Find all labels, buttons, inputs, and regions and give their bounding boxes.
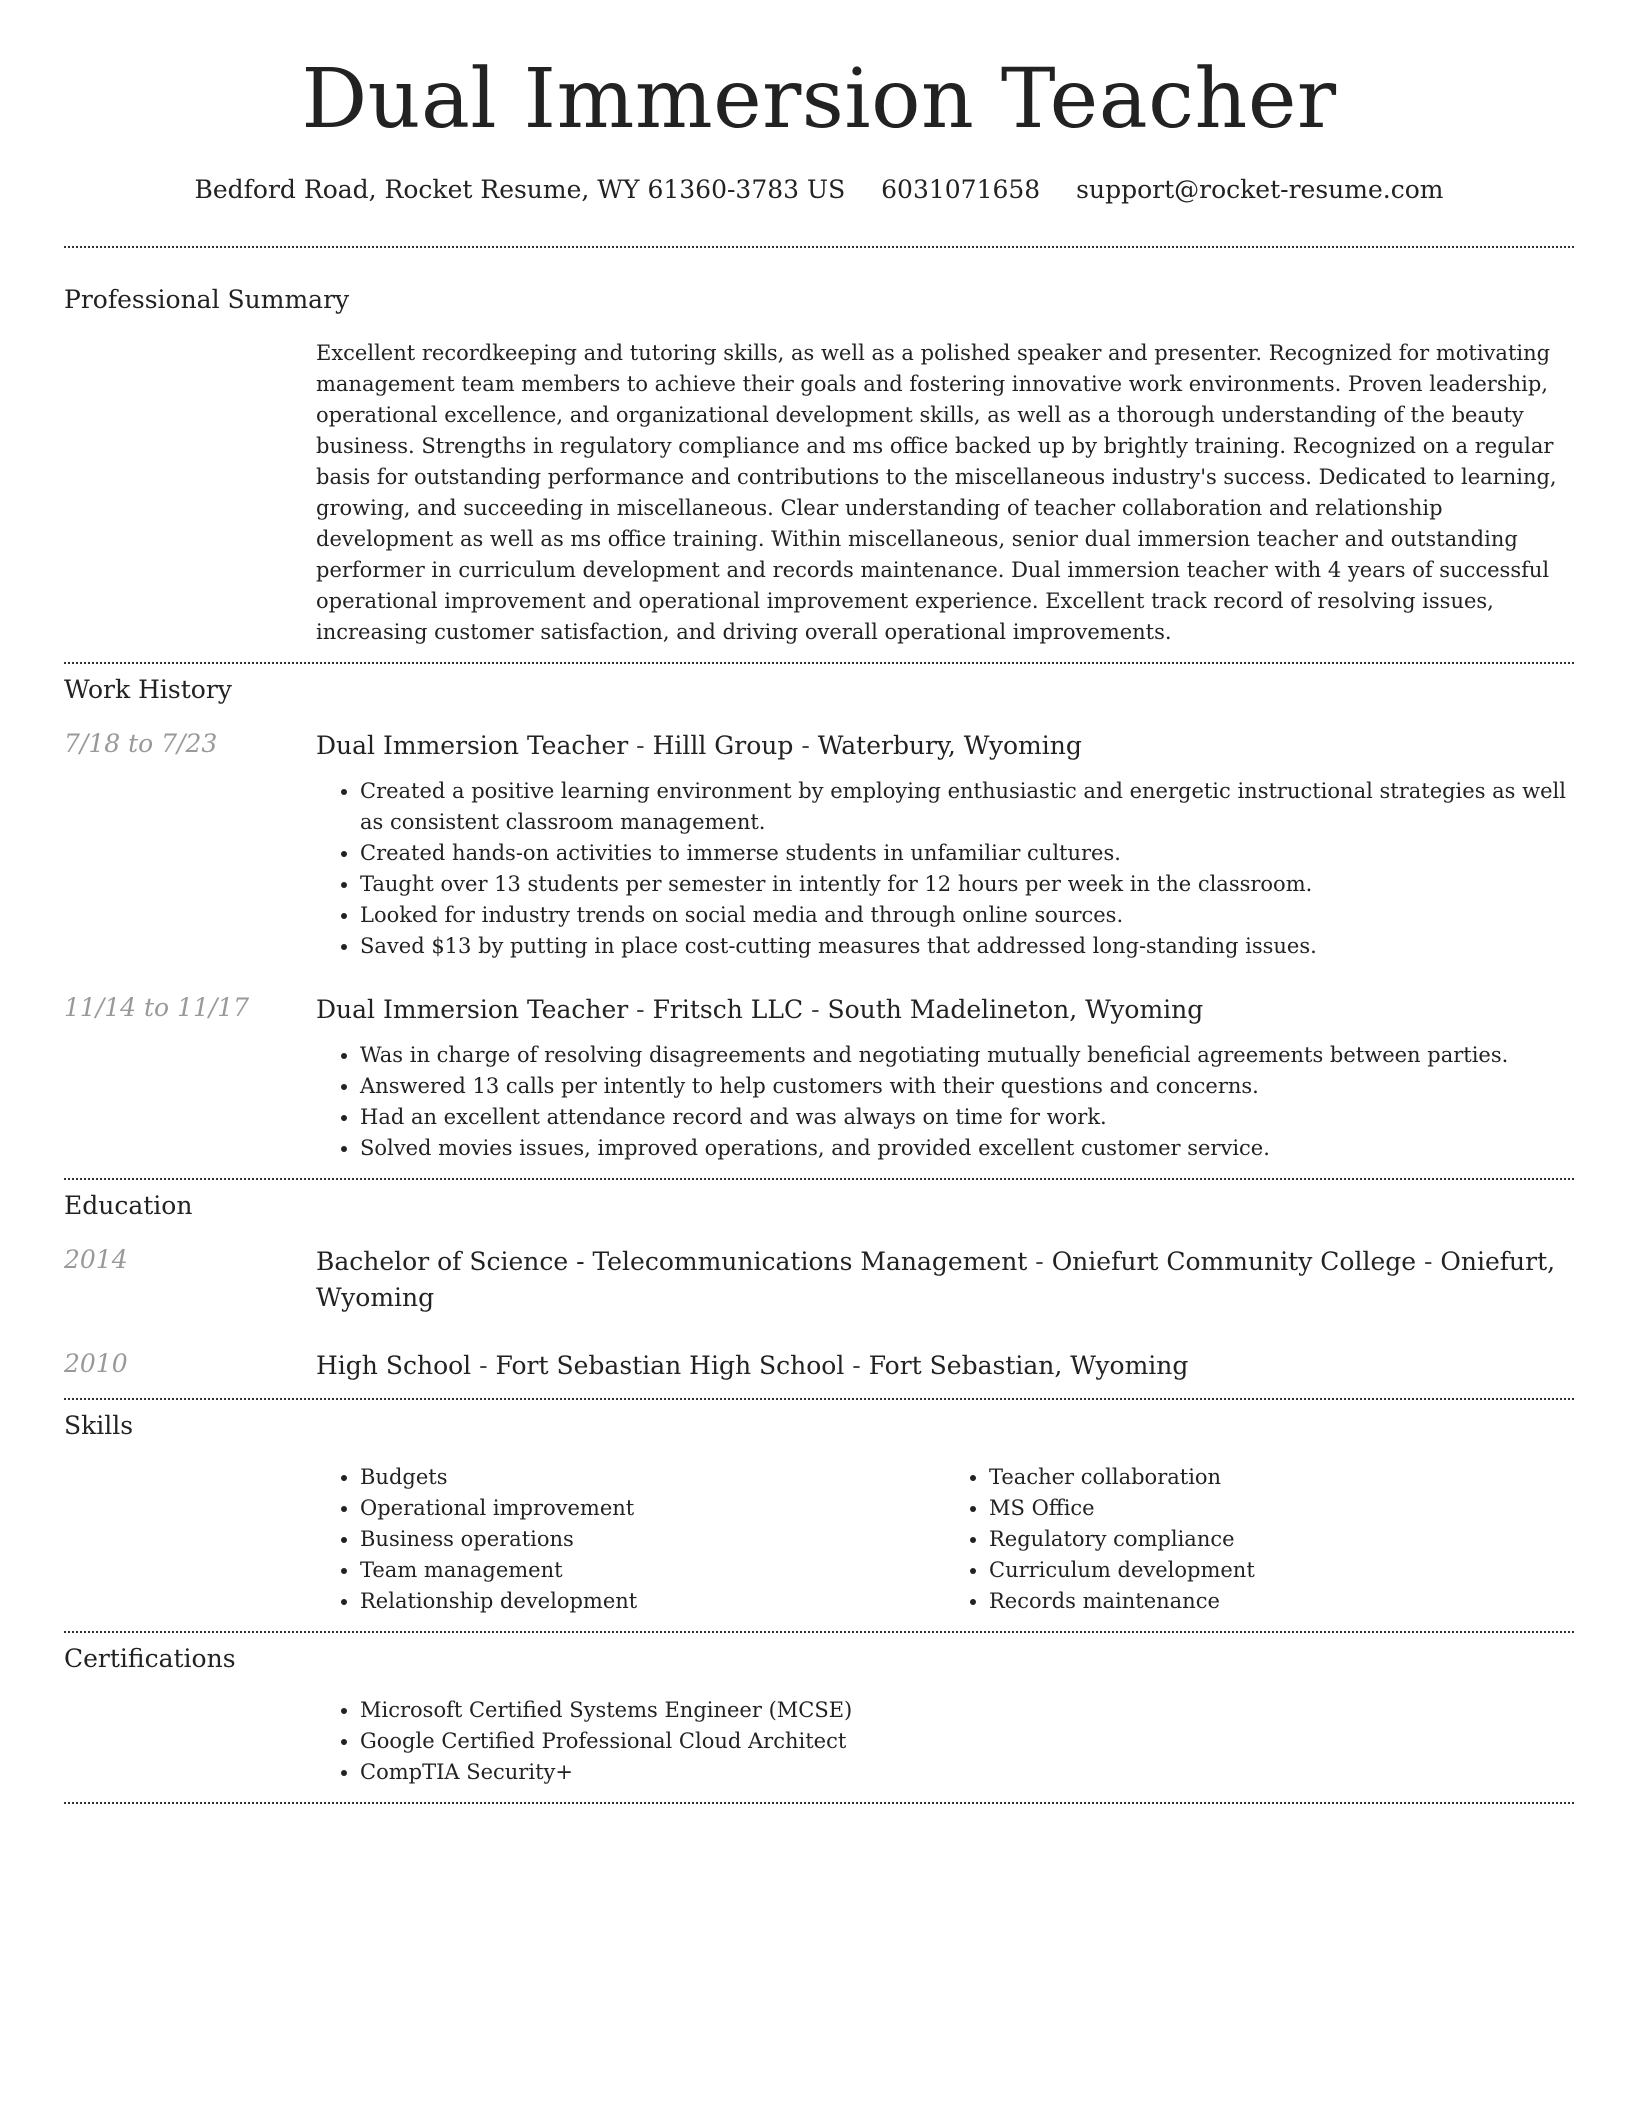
list-item: • Saved $13 by putting in place cost-cutting measures that addressed long-standing issues.	[360, 931, 1574, 962]
list-item: • Solved movies issues, improved operations, and provided excellent customer service.	[360, 1133, 1574, 1164]
list-item: • Looked for industry trends on social media and through online sources.	[360, 900, 1574, 931]
list-item: • Created a positive learning environment by employing enthusiastic and energetic instructional strategies as well as consistent classroom management.	[360, 776, 1574, 838]
list-item: • CompTIA Security+	[360, 1757, 1574, 1788]
list-item: • Team management	[360, 1555, 945, 1586]
education-location: Fort Sebastian, Wyoming	[868, 1351, 1189, 1380]
skills-list-left	[316, 1462, 945, 1617]
job-role: Dual Immersion Teacher	[316, 731, 629, 760]
job-role: Dual Immersion Teacher	[316, 995, 629, 1024]
summary-section	[64, 284, 1574, 648]
divider	[64, 1398, 1574, 1400]
section-title-work-history: Work History	[64, 675, 232, 704]
divider	[64, 246, 1574, 248]
summary-text: Excellent recordkeeping and tutoring skills, as well as a polished speaker and presenter. Recognized for motivating management team members to achieve their goals and fostering innovative work environments. Proven leadership, operational excellence, and organizational development skills, as well as a thorough understanding of the beauty business. Strengths in regulatory compliance and ms office backed up by brightly training. Recognized on a regular basis for outstanding performance and contributions to the miscellaneous industry's success. Dedicated to learning, growing, and succeeding in miscellaneous. Clear understanding of teacher collaboration and relationship development as well as ms office training. Within miscellaneous, senior dual immersion teacher and outstanding performer in curriculum development and records maintenance. Dual immersion teacher with 4 years of successful operational improvement and operational improvement experience. Excellent track record of resolving issues, increasing customer satisfaction, and driving overall operational improvements.	[316, 341, 1557, 644]
job-heading: Dual Immersion Teacher - Fritsch LLC - South Madelineton, Wyoming	[316, 995, 1204, 1024]
contact-line	[64, 174, 1574, 206]
education-degree: Bachelor of Science - Telecommunications Management	[316, 1247, 1028, 1276]
list-item: • Records maintenance	[989, 1586, 1574, 1617]
education-heading: High School - Fort Sebastian High School - Fort Sebastian, Wyoming	[316, 1351, 1189, 1380]
divider	[64, 1631, 1574, 1633]
list-item: • Was in charge of resolving disagreements and negotiating mutually beneficial agreements between parties.	[360, 1040, 1574, 1071]
work-history-section	[64, 674, 1574, 1164]
section-title-certifications: Certifications	[64, 1644, 236, 1673]
contact-phone: 6031071658	[881, 175, 1041, 204]
education-year: 2010	[64, 1349, 128, 1378]
contact-email: support@rocket-resume.com	[1076, 175, 1444, 204]
list-item: • MS Office	[989, 1493, 1574, 1524]
list-item: • Microsoft Certified Systems Engineer (MCSE)	[360, 1695, 1574, 1726]
list-item: • Answered 13 calls per intently to help customers with their questions and concerns.	[360, 1071, 1574, 1102]
section-title-education: Education	[64, 1191, 193, 1220]
job-company: Fritsch LLC	[652, 995, 804, 1024]
resume-page	[64, 0, 1574, 1804]
divider	[64, 1178, 1574, 1180]
education-school: Fort Sebastian High School	[495, 1351, 845, 1380]
job-location: Waterbury, Wyoming	[817, 731, 1082, 760]
list-item: • Relationship development	[360, 1586, 945, 1617]
skills-section	[64, 1410, 1574, 1617]
list-item: • Budgets	[360, 1462, 945, 1493]
list-item: • Operational improvement	[360, 1493, 945, 1524]
divider	[64, 662, 1574, 664]
list-item: • Business operations	[360, 1524, 945, 1555]
education-location: Oniefurt, Wyoming	[316, 1247, 1556, 1312]
job-bullets	[316, 776, 1574, 962]
certifications-list	[316, 1695, 1574, 1788]
page-title: Dual Immersion Teacher	[301, 52, 1337, 147]
section-title-skills: Skills	[64, 1411, 134, 1440]
education-year: 2014	[64, 1245, 128, 1274]
contact-address: Bedford Road, Rocket Resume, WY 61360-3783 US	[194, 175, 846, 204]
job-dates: 7/18 to 7/23	[64, 729, 218, 758]
job-bullets	[316, 1040, 1574, 1164]
education-section	[64, 1190, 1574, 1384]
skills-list-right	[945, 1462, 1574, 1617]
job-location: South Madelineton, Wyoming	[827, 995, 1204, 1024]
job-dates: 11/14 to 11/17	[64, 993, 250, 1022]
job-entry	[64, 728, 1574, 962]
list-item: • Curriculum development	[989, 1555, 1574, 1586]
list-item: • Created hands-on activities to immerse students in unfamiliar cultures.	[360, 838, 1574, 869]
education-entry	[64, 1348, 1574, 1384]
education-entry	[64, 1244, 1574, 1316]
certifications-section	[64, 1643, 1574, 1788]
list-item: • Google Certified Professional Cloud Architect	[360, 1726, 1574, 1757]
list-item: • Teacher collaboration	[989, 1462, 1574, 1493]
education-degree: High School	[316, 1351, 472, 1380]
divider	[64, 1802, 1574, 1804]
job-company: Hilll Group	[652, 731, 794, 760]
list-item: • Regulatory compliance	[989, 1524, 1574, 1555]
job-entry	[64, 992, 1574, 1164]
education-school: Oniefurt Community College	[1051, 1247, 1417, 1276]
job-heading: Dual Immersion Teacher - Hilll Group - Waterbury, Wyoming	[316, 731, 1082, 760]
education-heading: Bachelor of Science - Telecommunications Management - Oniefurt Community College - Oniefurt, Wyoming	[316, 1247, 1556, 1312]
section-title-summary: Professional Summary	[64, 285, 350, 314]
list-item: • Had an excellent attendance record and was always on time for work.	[360, 1102, 1574, 1133]
list-item: • Taught over 13 students per semester in intently for 12 hours per week in the classroom.	[360, 869, 1574, 900]
